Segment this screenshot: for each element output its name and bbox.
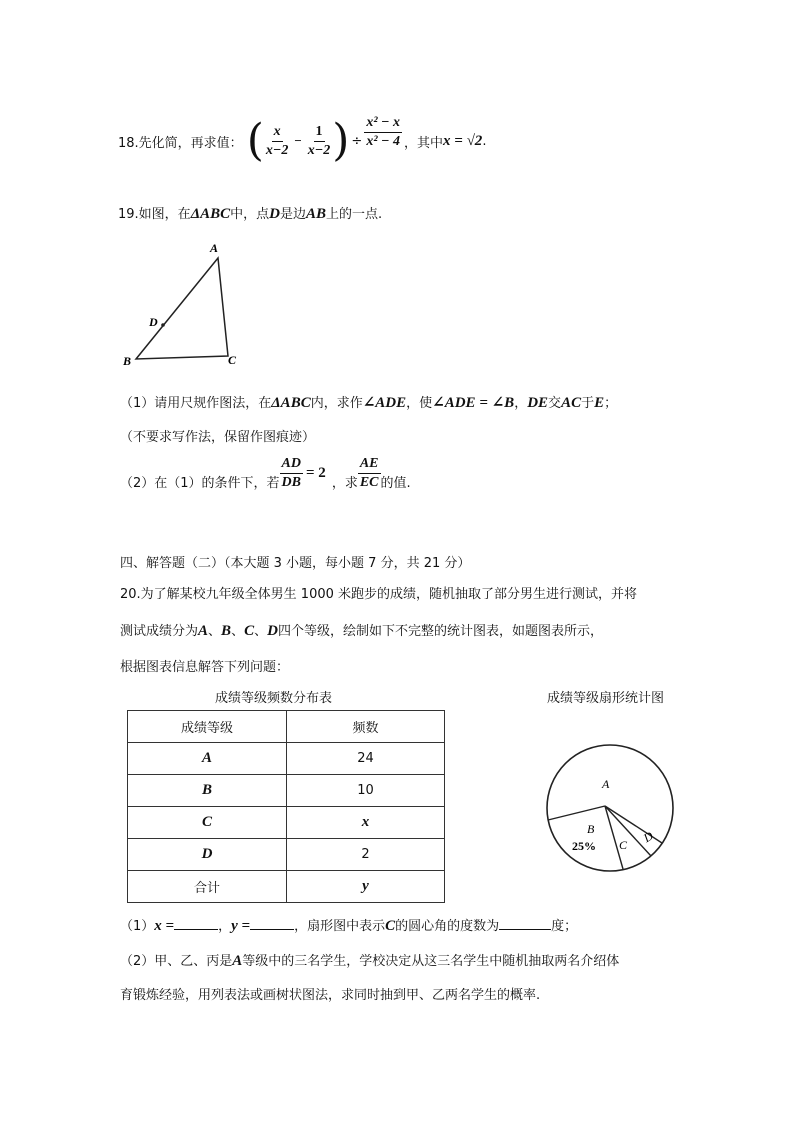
- q20-p1-x: x =: [154, 918, 175, 934]
- q20-p1-text-c: 的圆心角的度数为: [395, 919, 500, 934]
- q20-p2-text-a: （2）甲、乙、丙是: [120, 954, 233, 969]
- table-row: [128, 807, 445, 839]
- q19-text-b: 中，点: [230, 207, 270, 222]
- q19-p2-text-c: 的值.: [380, 475, 411, 491]
- q18-right-paren: ): [332, 115, 350, 166]
- table-cell-grade: A: [128, 743, 287, 775]
- blank-x[interactable]: [174, 916, 218, 930]
- triangle-abc: [136, 258, 228, 359]
- q19-p1-angle: ∠ADE: [362, 395, 407, 411]
- q18-label: 18.先化简，再求值：: [118, 135, 243, 151]
- table-cell-grade: 合计: [128, 871, 287, 903]
- q19-p2-fraction-1: [280, 456, 303, 491]
- q20-p1-c: C: [385, 918, 396, 934]
- q20-sep-2: 、: [231, 624, 245, 639]
- table-cell-freq: y: [287, 871, 445, 903]
- section-4-heading: 四、解答题（二）（本大题 3 小题，每小题 7 分，共 21 分）: [120, 556, 471, 571]
- q19-p1-text-a: （1）请用尺规作图法，在: [120, 396, 272, 411]
- table-cell-freq: 24: [287, 743, 445, 775]
- q18-minus: −: [294, 133, 302, 148]
- q19-p1-text-c: ，使: [406, 396, 433, 411]
- table-cell-freq: 2: [287, 839, 445, 871]
- table-cell-grade: B: [128, 775, 287, 807]
- q19-p2-den2: EC: [359, 474, 379, 490]
- q19-p1-ac: AC: [561, 395, 582, 411]
- q18-left-paren: (: [246, 115, 264, 166]
- q19-triangle: ΔABC: [190, 206, 231, 222]
- q20-p2-text-b: 等级中的三名学生，学校决定从这三名学生中随机抽取两名介绍体: [242, 954, 620, 969]
- table-cell-grade: D: [128, 839, 287, 871]
- q19-point-d: D: [269, 206, 280, 222]
- q20-sep-3: 、: [254, 624, 268, 639]
- q19-p1-e: E: [594, 395, 605, 411]
- q20-line3: 根据图表信息解答下列问题：: [120, 660, 290, 675]
- q19-part2: [120, 455, 411, 502]
- q18-f2-num: 1: [314, 124, 325, 142]
- q19-p1-text-b: 内，求作: [310, 396, 363, 411]
- pie-label-d: D: [641, 828, 656, 846]
- q20-grade-a: A: [198, 623, 209, 639]
- q19-intro: [118, 203, 382, 223]
- table-title: 成绩等级频数分布表: [215, 691, 333, 706]
- table-row: [128, 743, 445, 775]
- q20-part2-line2: 育锻炼经验，用列表法或画树状图法，求同时抽到甲、乙两名学生的概率.: [120, 988, 541, 1003]
- table-cell-freq: x: [287, 807, 445, 839]
- pie-outline: [547, 745, 673, 871]
- q20-p1-text-a: （1）: [120, 919, 155, 934]
- q19-p2-num2: AE: [358, 456, 381, 474]
- q19-p1-text-f: 于: [581, 396, 595, 411]
- blank-y[interactable]: [250, 916, 294, 930]
- q18-f3-den: x² − 4: [366, 133, 401, 149]
- q19-p1-text-g: ；: [604, 396, 618, 411]
- q19-p2-fraction-2: [358, 456, 381, 491]
- q20-sep-1: 、: [208, 624, 222, 639]
- q19-part1-note: （不要求写作法，保留作图痕迹）: [120, 430, 316, 445]
- table-cell-grade: C: [128, 807, 287, 839]
- q19-text-c: 是边: [279, 207, 306, 222]
- point-d: [161, 323, 165, 327]
- q20-grade-d: D: [267, 623, 278, 639]
- q18-fraction-3: [364, 115, 402, 150]
- q18-fraction-1: [264, 124, 290, 159]
- q18-end: .: [482, 133, 487, 149]
- pie-label-b: B: [587, 822, 595, 836]
- q19-p1-triangle: ΔABC: [271, 395, 311, 411]
- table-header-grade: 成绩等级: [128, 711, 287, 743]
- q18-f2-den: x−2: [307, 142, 331, 158]
- pie-divider-a-b: [548, 806, 605, 820]
- q20-p1-comma: ，: [218, 919, 232, 934]
- pie-label-b-pct: 25%: [572, 839, 596, 853]
- table-header-row: [128, 711, 445, 743]
- pie-chart: [540, 738, 690, 878]
- q20-p2-grade-a: A: [232, 953, 243, 969]
- q20-p1-text-b: ，扇形图中表示: [294, 919, 386, 934]
- table-cell-freq: 10: [287, 775, 445, 807]
- table-row: [128, 775, 445, 807]
- q19-text-d: 上的一点.: [326, 207, 383, 222]
- q19-p1-text-d: ，: [514, 396, 528, 411]
- q19-side-ab: AB: [305, 206, 326, 222]
- q19-part1: [120, 392, 617, 412]
- q18-f1-den: x−2: [265, 142, 289, 158]
- q20-grade-b: B: [221, 623, 232, 639]
- table-row: [128, 871, 445, 903]
- q18-condition: x = √2: [443, 132, 483, 149]
- q19-p1-de: DE: [527, 395, 549, 411]
- q19-p2-num: AD: [280, 456, 303, 474]
- q19-p2-text-a: （2）在（1）的条件下，若: [120, 475, 280, 491]
- pie-label-c: C: [619, 838, 628, 852]
- table-header-freq: 频数: [287, 711, 445, 743]
- q20-grade-c: C: [244, 623, 255, 639]
- q19-text-a: 19.如图，在: [118, 207, 191, 222]
- triangle-figure: [115, 235, 255, 375]
- label-b: B: [123, 354, 132, 368]
- q20-p1-y: y =: [231, 918, 251, 934]
- q18-fraction-2: [306, 124, 332, 159]
- q20-part1: [120, 915, 577, 935]
- q19-p2-den: DB: [281, 474, 301, 490]
- q20-l2-text-a: 测试成绩分为: [120, 624, 199, 639]
- blank-angle[interactable]: [499, 916, 551, 930]
- pie-label-a: A: [602, 777, 610, 791]
- q19-p2-text-b: ，求: [331, 475, 358, 491]
- q19-p2-eq: = 2: [306, 464, 326, 481]
- table-row: [128, 839, 445, 871]
- label-d: D: [149, 315, 158, 329]
- q20-l2-text-b: 四个等级，绘制如下不完整的统计图表，如题图表所示，: [277, 624, 603, 639]
- q20-line2: [120, 620, 603, 640]
- q20-line1: 20.为了解某校九年级全体男生 1000 米跑步的成绩，随机抽取了部分男生进行测试，并将: [120, 587, 638, 602]
- q18-f3-num: x² − x: [364, 115, 402, 133]
- q19-p1-text-e: 交: [548, 396, 562, 411]
- q18: [118, 106, 486, 176]
- label-a: A: [210, 241, 219, 255]
- q20-p1-text-d: 度；: [551, 919, 578, 934]
- q18-f1-num: x: [272, 124, 283, 142]
- q18-where: ，其中: [404, 135, 444, 151]
- q20-part2-line1: [120, 950, 619, 970]
- label-c: C: [228, 353, 237, 367]
- pie-title: 成绩等级扇形统计图: [547, 691, 665, 706]
- frequency-table: [127, 710, 445, 903]
- q18-divide: ÷: [351, 133, 363, 149]
- q19-p1-equation: ∠ADE = ∠B: [432, 395, 515, 411]
